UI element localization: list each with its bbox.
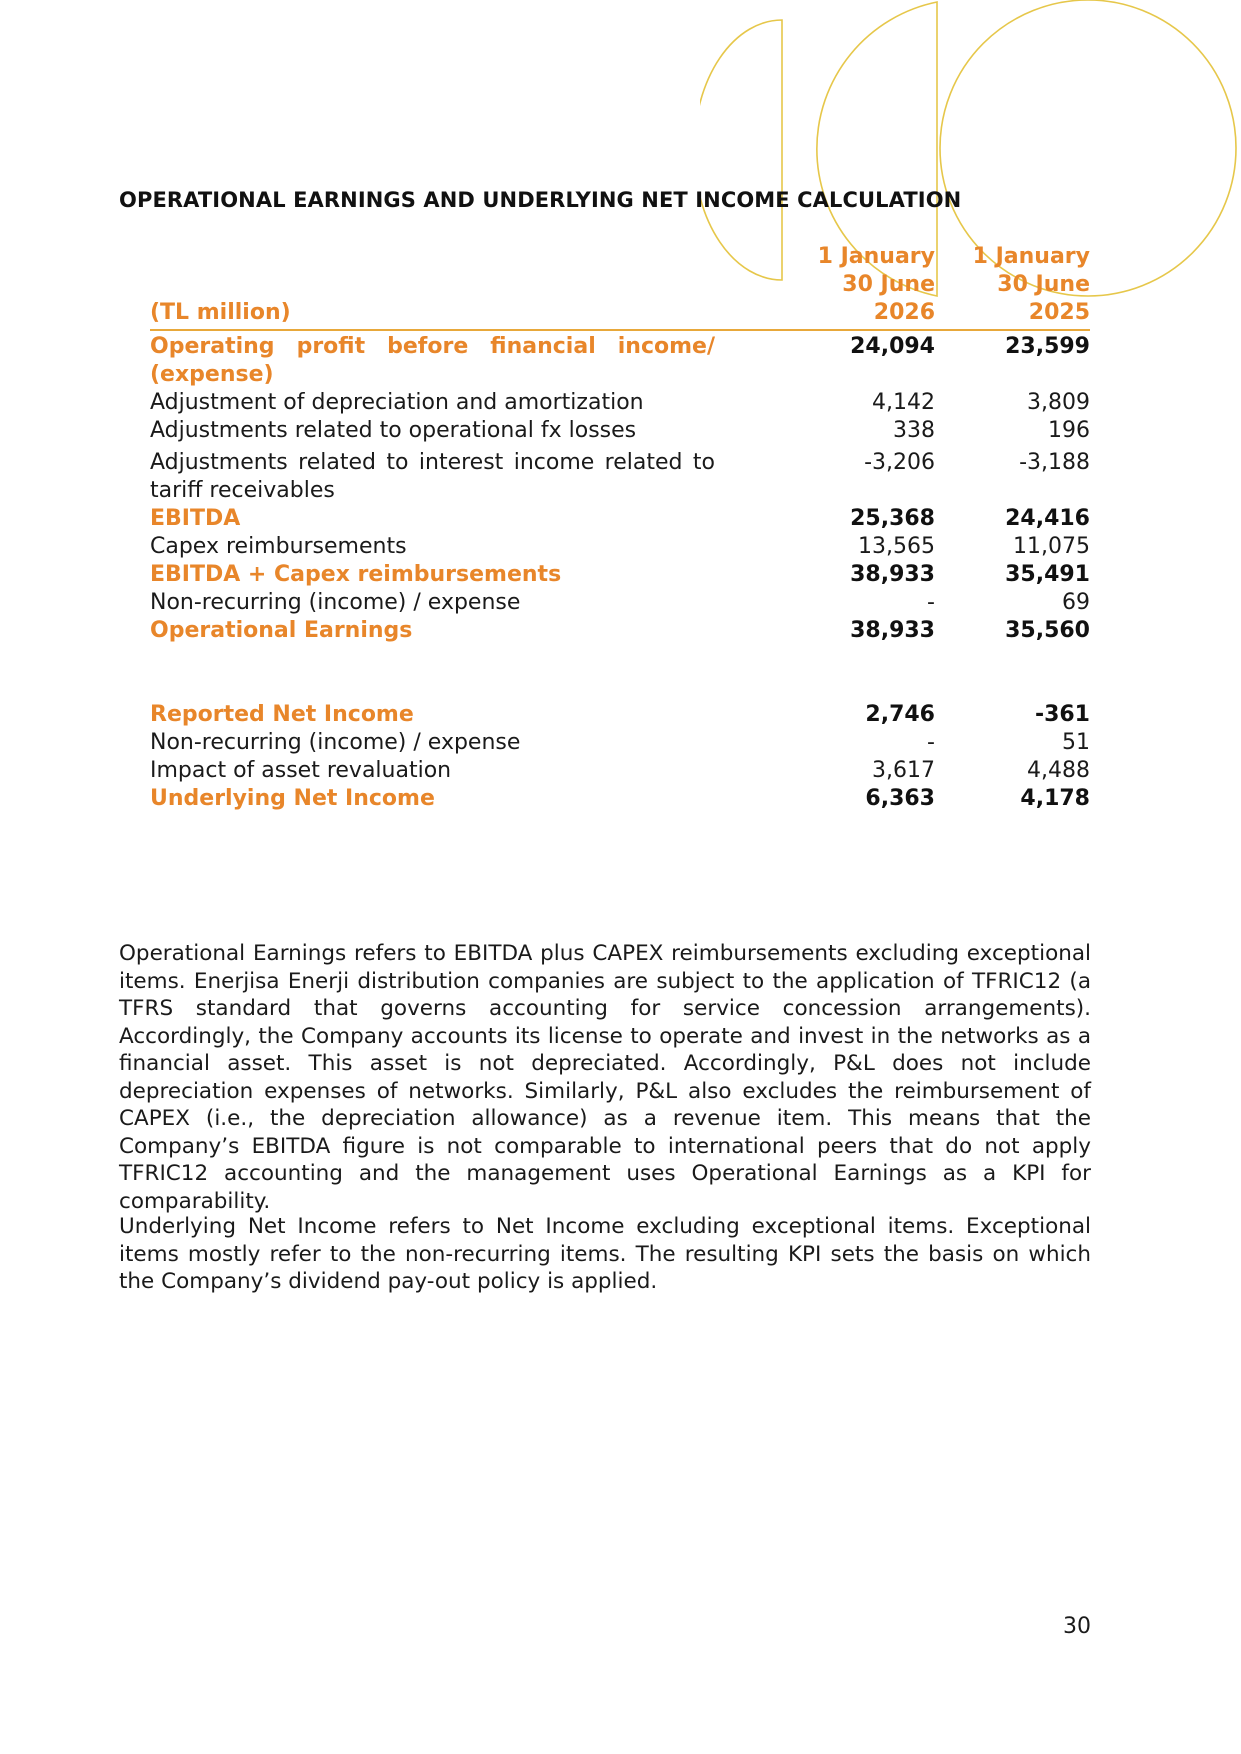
- value-2025: -361: [1034, 702, 1090, 727]
- value-2026: 6,363: [865, 786, 935, 811]
- table-row: [150, 617, 1090, 645]
- row-label: EBITDA + Capex reimbursements: [150, 562, 562, 587]
- value-2025: -3,188: [1019, 450, 1090, 475]
- table-row: [150, 701, 1090, 729]
- column-header-line: 30 June: [842, 272, 935, 297]
- value-2026: 338: [893, 418, 935, 443]
- row-label: EBITDA: [150, 506, 241, 531]
- value-2025: 23,599: [1005, 334, 1090, 359]
- value-2026: 4,142: [872, 390, 935, 415]
- value-2026: 13,565: [858, 534, 935, 559]
- table-row: [150, 417, 1090, 445]
- value-2025: 3,809: [1027, 390, 1090, 415]
- unit-label: (TL million): [150, 300, 291, 325]
- value-2025: 51: [1062, 730, 1090, 755]
- table-row: [150, 561, 1090, 589]
- value-2025: 196: [1048, 418, 1090, 443]
- value-2025: 11,075: [1013, 534, 1090, 559]
- table-row: [150, 330, 1090, 389]
- column-header-line: 1 January: [972, 244, 1090, 269]
- table-row: [150, 785, 1090, 813]
- value-2026: 3,617: [872, 758, 935, 783]
- page-number: 30: [1063, 1614, 1091, 1639]
- row-label: Operational Earnings: [150, 618, 413, 643]
- table-header-row: [150, 243, 1090, 330]
- column-header-2026: [735, 243, 935, 330]
- column-header-2025: [935, 243, 1090, 330]
- row-label: Non-recurring (income) / expense: [150, 730, 521, 755]
- value-2026: -3,206: [864, 450, 935, 475]
- value-2026: -: [927, 590, 935, 615]
- value-2026: -: [927, 730, 935, 755]
- row-label: Adjustments related to operational fx losses: [150, 418, 637, 443]
- row-label: Non-recurring (income) / expense: [150, 590, 521, 615]
- row-label: Adjustment of depreciation and amortization: [150, 390, 644, 415]
- page-title: OPERATIONAL EARNINGS AND UNDERLYING NET INCOME CALCULATION: [119, 188, 962, 212]
- row-label: Underlying Net Income: [150, 786, 435, 811]
- table-row: [150, 729, 1090, 757]
- underlying-net-income-paragraph: Underlying Net Income refers to Net Income excluding exceptional items. Exceptional items mostly refer to the non-recurring items. The resulting KPI sets the basis on which the Company’s dividend pay-out policy is applied.: [119, 1214, 1091, 1294]
- table-row: [150, 589, 1090, 617]
- column-header-line: 30 June: [997, 272, 1090, 297]
- value-2025: 35,560: [1005, 618, 1090, 643]
- column-header-line: 2026: [873, 300, 935, 325]
- table-row: [150, 533, 1090, 561]
- value-2026: 24,094: [850, 334, 935, 359]
- table-row: [150, 757, 1090, 785]
- value-2026: 38,933: [850, 562, 935, 587]
- row-label: Impact of asset revaluation: [150, 758, 452, 783]
- table-spacer-row: [150, 645, 1090, 701]
- row-label: Reported Net Income: [150, 702, 414, 727]
- row-label: Operating profit before financial income/ (expense): [150, 334, 715, 387]
- row-label: Adjustments related to interest income related to tariff receivables: [150, 450, 715, 503]
- financial-table: [150, 243, 1090, 813]
- value-2025: 24,416: [1005, 506, 1090, 531]
- value-2025: 35,491: [1005, 562, 1090, 587]
- value-2026: 38,933: [850, 618, 935, 643]
- value-2025: 4,488: [1027, 758, 1090, 783]
- table-row: [150, 505, 1090, 533]
- value-2025: 4,178: [1020, 786, 1090, 811]
- column-header-line: 1 January: [817, 244, 935, 269]
- value-2025: 69: [1062, 590, 1090, 615]
- column-header-line: 2025: [1028, 300, 1090, 325]
- row-label: Capex reimbursements: [150, 534, 407, 559]
- table-row: [150, 389, 1090, 417]
- value-2026: 2,746: [865, 702, 935, 727]
- operational-earnings-paragraph: Operational Earnings refers to EBITDA plus CAPEX reimbursements excluding exceptional items. Enerjisa Enerji distribution companies are subject to the application of TFRIC12 (a TFRS standard that governs accounting for service concession arrangements). Accordingly, the Company accounts its license to operate and invest in the networks as a financial asset. This asset is not depreciated. Accordingly, P&L does not include depreciation expenses of networks. Similarly, P&L also excludes the reimbursement of CAPEX (i.e., the depreciation allowance) as a revenue item. This means that the Company’s EBITDA figure is not comparable to international peers that do not apply TFRIC12 accounting and the management uses Operational Earnings as a KPI for comparability.: [119, 941, 1091, 1214]
- value-2026: 25,368: [850, 506, 935, 531]
- decorative-arc-left: [700, 20, 782, 280]
- table-row: [150, 445, 1090, 505]
